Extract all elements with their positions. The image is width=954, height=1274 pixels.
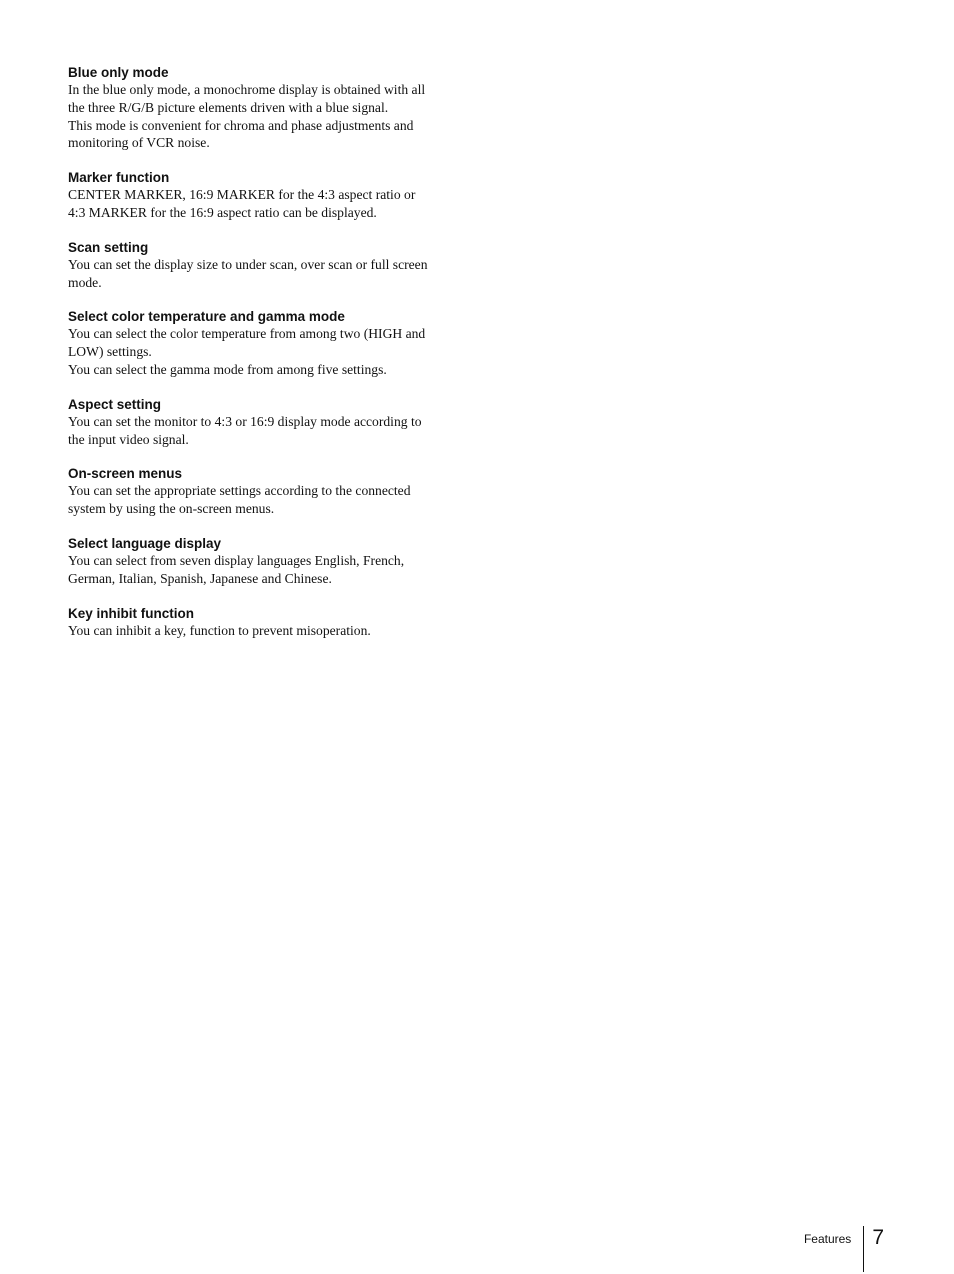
section-heading: Select language display <box>68 535 222 551</box>
footer-divider <box>863 1226 864 1272</box>
section-heading: On-screen menus <box>68 466 183 482</box>
section-language-display <box>68 535 448 588</box>
section-text: You can set the appropriate settings according to the connected system by using the on-screen menus. <box>68 483 411 517</box>
section-heading: Aspect setting <box>68 396 162 412</box>
section-text: You can set the display size to under scan, over scan or full screen mode. <box>68 256 428 290</box>
section-scan-setting <box>68 239 448 292</box>
section-text: You can inhibit a key, function to prevent misoperation. <box>68 622 371 638</box>
section-heading: Scan setting <box>68 239 149 255</box>
section-on-screen-menus <box>68 465 448 518</box>
document-body <box>68 64 448 656</box>
page-number: 7 <box>872 1226 884 1249</box>
section-text: CENTER MARKER, 16:9 MARKER for the 4:3 aspect ratio or 4:3 MARKER for the 16:9 aspect ratio can be displayed. <box>68 187 416 220</box>
section-heading: Select color temperature and gamma mode <box>68 309 345 325</box>
section-aspect-setting <box>68 396 448 449</box>
section-heading: Key inhibit function <box>68 605 194 621</box>
section-heading: Blue only mode <box>68 65 169 80</box>
footer-section-label: Features <box>803 1232 852 1246</box>
section-blue-only-mode <box>68 64 448 152</box>
section-key-inhibit <box>68 605 448 640</box>
section-color-temperature-gamma <box>68 308 448 378</box>
section-heading: Marker function <box>68 170 170 186</box>
section-marker-function <box>68 169 448 222</box>
section-text: In the blue only mode, a monochrome display is obtained with all the three R/G/B picture elements driven with a blue signal. This mode is convenient for chroma and phase adjustments and monitoring of VCR noise. <box>68 82 426 151</box>
section-text: You can select the color temperature from among two (HIGH and LOW) settings. You can select the gamma mode from among five settings. <box>68 326 426 377</box>
section-text: You can set the monitor to 4:3 or 16:9 display mode according to the input video signal. <box>68 413 422 447</box>
section-text: You can select from seven display languages English, French, German, Italian, Spanish, Japanese and Chinese. <box>68 552 405 586</box>
page-footer <box>804 1226 884 1272</box>
